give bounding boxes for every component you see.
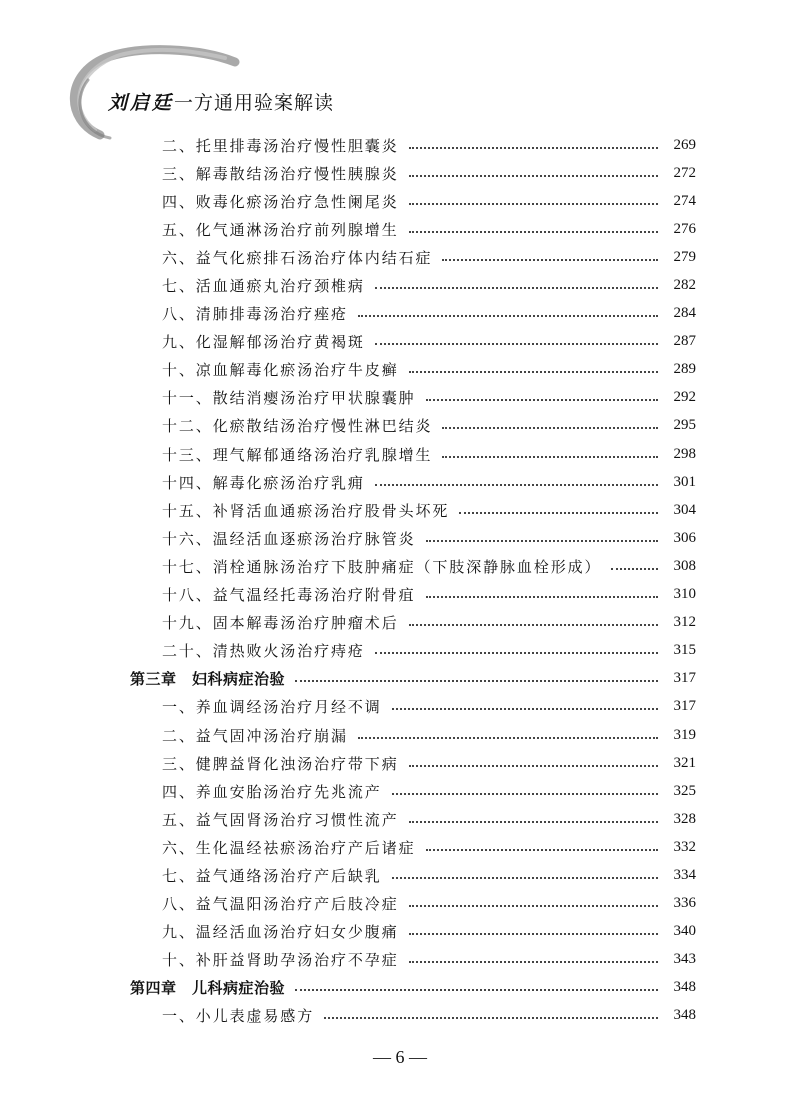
dot-leader bbox=[295, 988, 658, 991]
toc-chapter-row bbox=[130, 974, 696, 1002]
toc-page-number: 274 bbox=[673, 192, 696, 209]
toc-entry-row bbox=[130, 749, 696, 777]
toc-entry-row bbox=[130, 496, 696, 524]
dot-leader bbox=[426, 539, 658, 542]
toc-page-number: 298 bbox=[673, 445, 696, 462]
author-signature: 刘启廷 bbox=[108, 92, 175, 114]
table-of-contents bbox=[130, 131, 696, 1030]
dot-leader bbox=[409, 764, 658, 767]
toc-page-number: 289 bbox=[673, 361, 696, 378]
dot-leader bbox=[375, 342, 658, 345]
toc-entry-row bbox=[130, 384, 696, 412]
toc-entry-title: 十五、补肾活血通瘀汤治疗股骨头坏死 bbox=[162, 501, 450, 520]
toc-entry-title: 二、托里排毒汤治疗慢性胆囊炎 bbox=[162, 136, 399, 155]
toc-entry-row bbox=[130, 440, 696, 468]
toc-entry-row bbox=[130, 215, 696, 243]
toc-entry-title: 十四、解毒化瘀汤治疗乳痈 bbox=[162, 473, 365, 492]
toc-page-number: 334 bbox=[673, 866, 696, 883]
toc-entry-title: 六、生化温经祛瘀汤治疗产后诸症 bbox=[162, 838, 416, 857]
toc-page-number: 348 bbox=[673, 1007, 696, 1024]
toc-entry-title: 八、益气温阳汤治疗产后肢冷症 bbox=[162, 895, 399, 914]
dot-leader bbox=[409, 230, 658, 233]
dot-leader bbox=[392, 876, 658, 879]
page-number: — 6 — bbox=[373, 1047, 427, 1067]
toc-entry-title: 第三章 妇科病症治验 bbox=[130, 670, 286, 689]
toc-entry-title: 十、凉血解毒化瘀汤治疗牛皮癣 bbox=[162, 361, 399, 380]
dot-leader bbox=[426, 398, 658, 401]
toc-entry-row bbox=[130, 890, 696, 918]
toc-page-number: 348 bbox=[673, 979, 696, 996]
toc-page-number: 310 bbox=[673, 586, 696, 603]
dot-leader bbox=[409, 960, 658, 963]
toc-page-number: 301 bbox=[673, 473, 696, 490]
toc-entry-row bbox=[130, 300, 696, 328]
dot-leader bbox=[409, 202, 658, 205]
toc-page-number: 325 bbox=[673, 782, 696, 799]
toc-entry-row bbox=[130, 609, 696, 637]
toc-entry-row bbox=[130, 1002, 696, 1030]
toc-entry-row bbox=[130, 918, 696, 946]
toc-page-number: 282 bbox=[673, 277, 696, 294]
toc-entry-row bbox=[130, 552, 696, 580]
toc-entry-row bbox=[130, 159, 696, 187]
dot-leader bbox=[409, 820, 658, 823]
toc-entry-title: 二、益气固冲汤治疗崩漏 bbox=[162, 726, 348, 745]
toc-entry-row bbox=[130, 721, 696, 749]
toc-page-number: 312 bbox=[673, 614, 696, 631]
toc-entry-title: 十一、散结消瘿汤治疗甲状腺囊肿 bbox=[162, 389, 416, 408]
toc-page-number: 287 bbox=[673, 333, 696, 350]
toc-entry-title: 九、温经活血汤治疗妇女少腹痛 bbox=[162, 923, 399, 942]
toc-entry-row bbox=[130, 805, 696, 833]
toc-entry-row bbox=[130, 946, 696, 974]
toc-entry-row bbox=[130, 581, 696, 609]
toc-page-number: 328 bbox=[673, 810, 696, 827]
dot-leader bbox=[375, 286, 658, 289]
toc-entry-title: 十八、益气温经托毒汤治疗附骨疽 bbox=[162, 586, 416, 605]
toc-page-number: 306 bbox=[673, 529, 696, 546]
toc-page-number: 272 bbox=[673, 164, 696, 181]
toc-page-number: 340 bbox=[673, 923, 696, 940]
toc-page-number: 269 bbox=[673, 136, 696, 153]
dot-leader bbox=[409, 904, 658, 907]
dot-leader bbox=[426, 848, 658, 851]
dot-leader bbox=[392, 707, 658, 710]
toc-entry-title: 三、解毒散结汤治疗慢性胰腺炎 bbox=[162, 164, 399, 183]
toc-entry-row bbox=[130, 243, 696, 271]
toc-entry-row bbox=[130, 833, 696, 861]
toc-entry-row bbox=[130, 356, 696, 384]
toc-entry-row bbox=[130, 412, 696, 440]
toc-entry-title: 一、养血调经汤治疗月经不调 bbox=[162, 698, 382, 717]
dot-leader bbox=[442, 455, 658, 458]
toc-page-number: 295 bbox=[673, 417, 696, 434]
dot-leader bbox=[392, 792, 658, 795]
toc-entry-title: 十七、消栓通脉汤治疗下肢肿痛症（下肢深静脉血栓形成） bbox=[162, 557, 602, 576]
dot-leader bbox=[442, 426, 658, 429]
toc-page-number: 336 bbox=[673, 895, 696, 912]
toc-entry-title: 七、活血通瘀丸治疗颈椎病 bbox=[162, 277, 365, 296]
header-text bbox=[108, 88, 334, 115]
toc-page-number: 304 bbox=[673, 501, 696, 518]
toc-page-number: 276 bbox=[673, 220, 696, 237]
toc-entry-row bbox=[130, 777, 696, 805]
book-title: 一方通用验案解读 bbox=[174, 92, 335, 114]
toc-entry-row bbox=[130, 861, 696, 889]
toc-page-number: 284 bbox=[673, 305, 696, 322]
toc-page-number: 317 bbox=[673, 670, 696, 687]
dot-leader bbox=[426, 595, 658, 598]
dot-leader bbox=[409, 932, 658, 935]
dot-leader bbox=[324, 1016, 658, 1019]
toc-entry-title: 四、败毒化瘀汤治疗急性阑尾炎 bbox=[162, 192, 399, 211]
toc-page-number: 317 bbox=[673, 698, 696, 715]
dot-leader bbox=[409, 370, 658, 373]
toc-entry-title: 六、益气化瘀排石汤治疗体内结石症 bbox=[162, 248, 433, 267]
toc-entry-title: 十、补肝益肾助孕汤治疗不孕症 bbox=[162, 951, 399, 970]
toc-entry-title: 三、健脾益肾化浊汤治疗带下病 bbox=[162, 754, 399, 773]
toc-page-number: 319 bbox=[673, 726, 696, 743]
toc-entry-title: 十六、温经活血逐瘀汤治疗脉管炎 bbox=[162, 529, 416, 548]
dot-leader bbox=[375, 483, 658, 486]
dot-leader bbox=[375, 651, 658, 654]
toc-entry-row bbox=[130, 131, 696, 159]
toc-entry-title: 七、益气通络汤治疗产后缺乳 bbox=[162, 866, 382, 885]
toc-entry-row bbox=[130, 524, 696, 552]
toc-entry-title: 五、化气通淋汤治疗前列腺增生 bbox=[162, 220, 399, 239]
toc-entry-row bbox=[130, 271, 696, 299]
toc-entry-title: 第四章 儿科病症治验 bbox=[130, 979, 286, 998]
dot-leader bbox=[358, 736, 658, 739]
dot-leader bbox=[459, 511, 658, 514]
toc-entry-row bbox=[130, 187, 696, 215]
toc-entry-title: 十二、化瘀散结汤治疗慢性淋巴结炎 bbox=[162, 417, 433, 436]
toc-page-number: 321 bbox=[673, 754, 696, 771]
dot-leader bbox=[409, 174, 658, 177]
dot-leader bbox=[409, 623, 658, 626]
toc-entry-title: 九、化湿解郁汤治疗黄褐斑 bbox=[162, 333, 365, 352]
toc-page-number: 292 bbox=[673, 389, 696, 406]
toc-entry-row bbox=[130, 328, 696, 356]
toc-page-number: 332 bbox=[673, 838, 696, 855]
toc-page-number: 343 bbox=[673, 951, 696, 968]
toc-entry-row bbox=[130, 468, 696, 496]
dot-leader bbox=[611, 567, 658, 570]
dot-leader bbox=[409, 146, 658, 149]
toc-entry-row bbox=[130, 637, 696, 665]
toc-entry-row bbox=[130, 693, 696, 721]
toc-chapter-row bbox=[130, 665, 696, 693]
toc-page-number: 308 bbox=[673, 557, 696, 574]
toc-entry-title: 一、小儿表虚易感方 bbox=[162, 1007, 315, 1026]
toc-entry-title: 四、养血安胎汤治疗先兆流产 bbox=[162, 782, 382, 801]
toc-entry-title: 八、清肺排毒汤治疗痤疮 bbox=[162, 305, 348, 324]
toc-entry-title: 十三、理气解郁通络汤治疗乳腺增生 bbox=[162, 445, 433, 464]
toc-page-number: 315 bbox=[673, 642, 696, 659]
toc-entry-title: 五、益气固肾汤治疗习惯性流产 bbox=[162, 810, 399, 829]
toc-page-number: 279 bbox=[673, 248, 696, 265]
dot-leader bbox=[442, 258, 658, 261]
dot-leader bbox=[295, 679, 658, 682]
toc-entry-title: 十九、固本解毒汤治疗肿瘤术后 bbox=[162, 614, 399, 633]
dot-leader bbox=[358, 314, 658, 317]
toc-entry-title: 二十、清热败火汤治疗痔疮 bbox=[162, 642, 365, 661]
